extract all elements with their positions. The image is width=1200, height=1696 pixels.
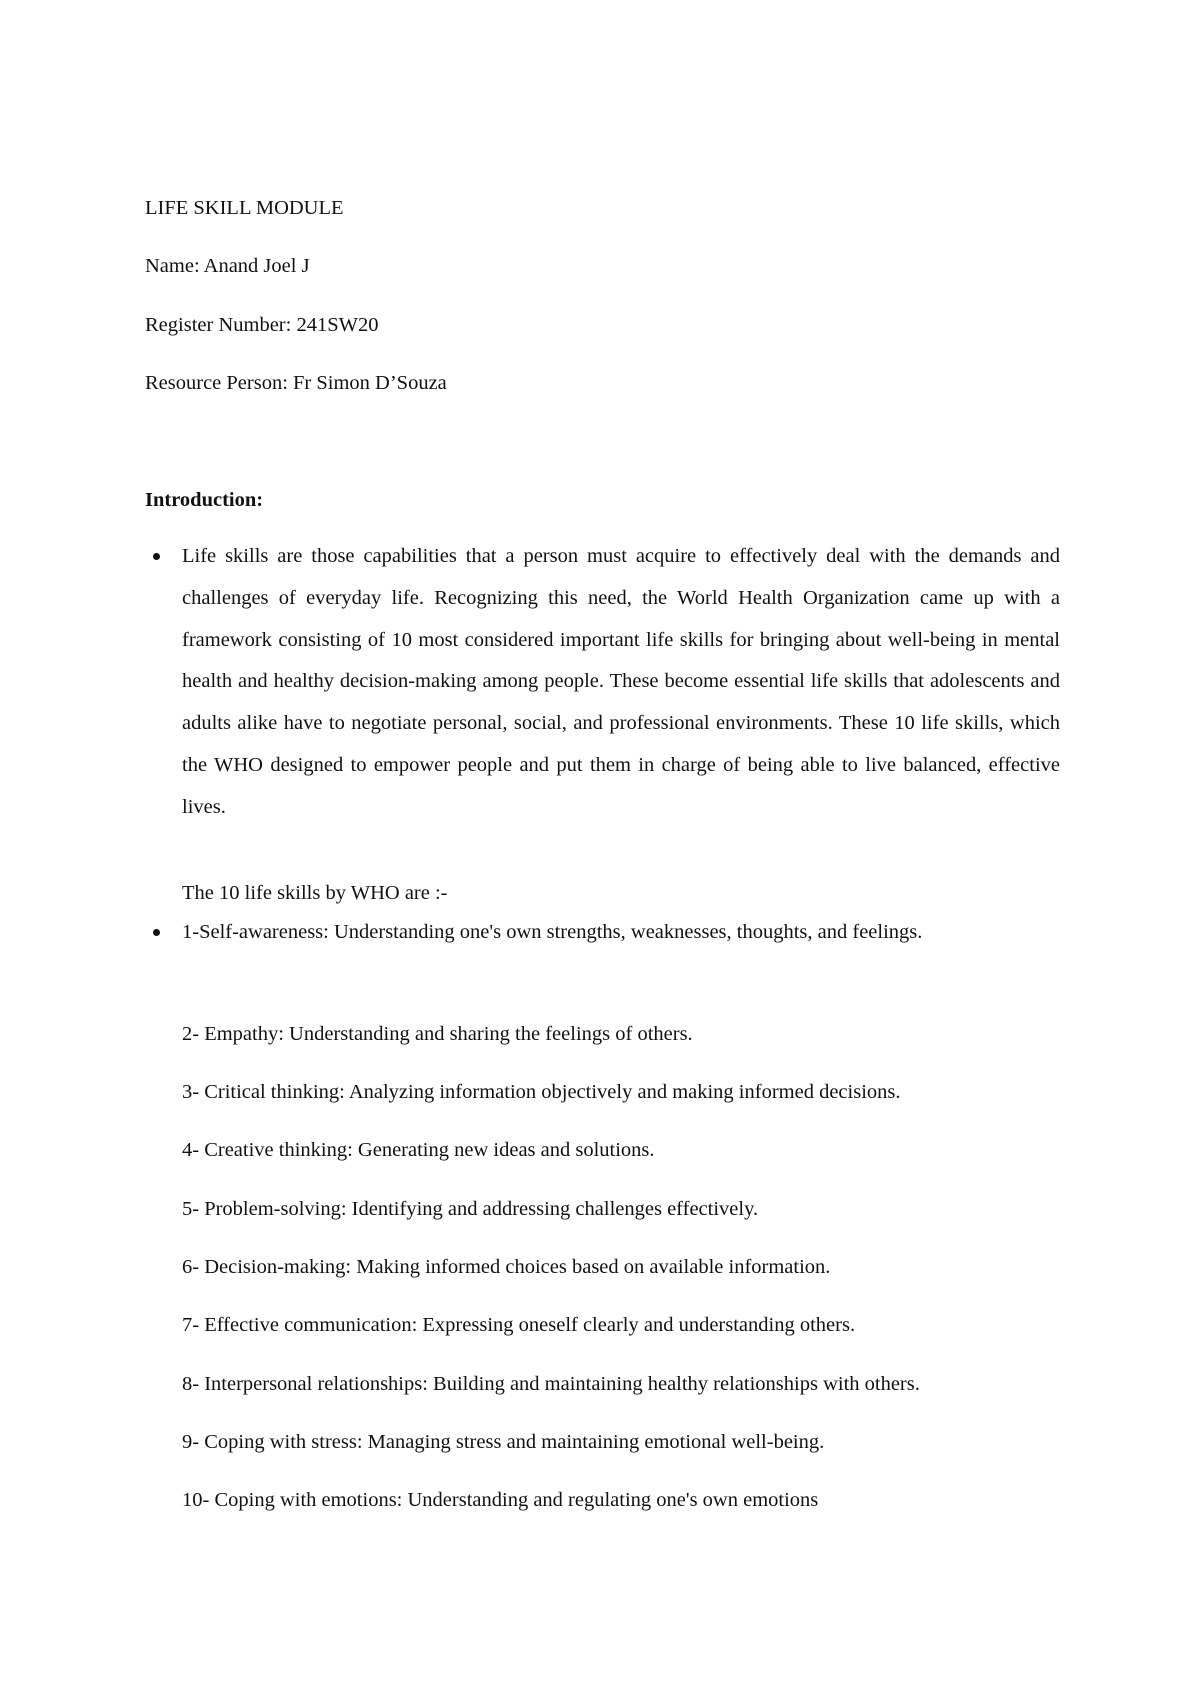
skill-item: 5- Problem-solving: Identifying and addressing challenges effectively.	[182, 1198, 759, 1220]
skill-item: 3- Critical thinking: Analyzing information objectively and making informed decisions.	[182, 1081, 901, 1103]
resource-person: Resource Person: Fr Simon D’Souza	[145, 372, 447, 394]
skill-item: 7- Effective communication: Expressing oneself clearly and understanding others.	[182, 1314, 856, 1336]
module-title: LIFE SKILL MODULE	[145, 197, 344, 219]
bullet-icon	[153, 929, 160, 936]
list-intro: The 10 life skills by WHO are :-	[182, 882, 448, 904]
skill-item: 8- Interpersonal relationships: Building and maintaining healthy relationships with others.	[182, 1373, 920, 1395]
skill-item: 10- Coping with emotions: Understanding and regulating one's own emotions	[182, 1489, 819, 1511]
bullet-icon	[153, 553, 160, 560]
skill-item: 9- Coping with stress: Managing stress and maintaining emotional well-being.	[182, 1431, 825, 1453]
skill-item: 4- Creative thinking: Generating new ideas and solutions.	[182, 1139, 655, 1161]
introduction-paragraph: Life skills are those capabilities that a person must acquire to effectively deal with the demands and challenges of everyday life. Recognizing this need, the World Health Organization came up with a framework consisting of 10 most considered important life skills for bringing about well-being in mental health and healthy decision-making among people. These become essential life skills that adolescents and adults alike have to negotiate personal, social, and professional environments. These 10 life skills, which the WHO designed to empower people and put them in charge of being able to live balanced, effective lives.	[182, 545, 1060, 818]
introduction-heading: Introduction:	[145, 489, 264, 511]
student-name: Name: Anand Joel J	[145, 255, 310, 277]
skill-item: 1-Self-awareness: Understanding one's own strengths, weaknesses, thoughts, and feelings.	[182, 921, 923, 943]
register-number: Register Number: 241SW20	[145, 314, 379, 336]
skill-item: 2- Empathy: Understanding and sharing the feelings of others.	[182, 1023, 693, 1045]
skill-item: 6- Decision-making: Making informed choices based on available information.	[182, 1256, 831, 1278]
